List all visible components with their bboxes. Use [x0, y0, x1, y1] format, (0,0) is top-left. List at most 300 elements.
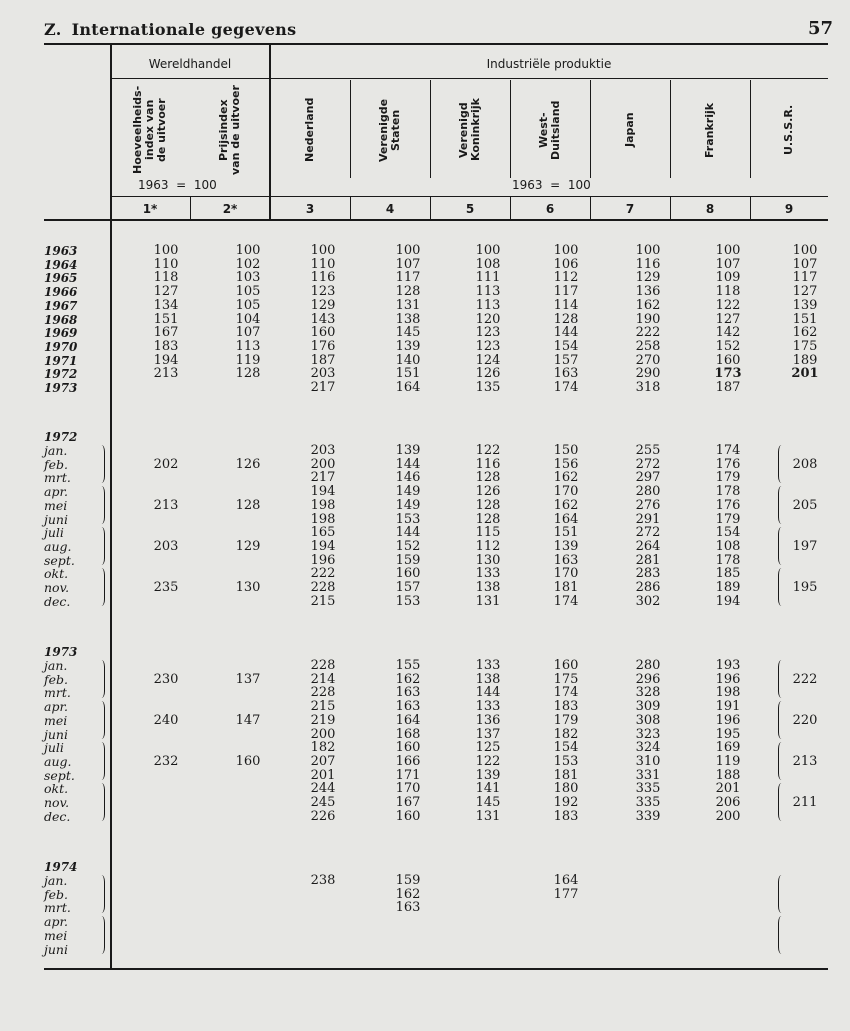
- table-cell: 118: [153, 270, 179, 286]
- table-cell: 162: [395, 886, 421, 902]
- table-cell: 163: [395, 699, 421, 715]
- quarter-brace: [98, 742, 105, 780]
- table-cell: 139: [553, 538, 579, 554]
- table-cell: 164: [553, 511, 579, 527]
- page-header: [44, 20, 296, 39]
- quarter-cell: 160: [235, 753, 261, 769]
- month-label: sept.: [44, 552, 75, 568]
- table-cell: 112: [553, 270, 579, 286]
- table-cell: 151: [553, 525, 579, 541]
- table-cell: 331: [635, 767, 661, 783]
- table-cell: 149: [395, 497, 421, 513]
- table-cell: 104: [235, 311, 261, 327]
- group-industrial-production: Industriële produktie: [486, 57, 612, 71]
- table-cell: 196: [715, 671, 741, 687]
- table-cell: 163: [395, 685, 421, 701]
- table-cell: 128: [475, 511, 501, 527]
- table-cell: 143: [310, 311, 336, 327]
- group-world-trade: Wereldhandel: [148, 57, 232, 71]
- table-cell: 170: [395, 781, 421, 797]
- table-cell: 310: [635, 753, 661, 769]
- table-cell: 119: [235, 352, 261, 368]
- table-cell: 127: [153, 284, 179, 300]
- table-cell: 141: [475, 781, 501, 797]
- table-cell: 128: [235, 366, 261, 382]
- year-label: 1971: [44, 353, 78, 368]
- table-cell: 122: [715, 297, 741, 313]
- table-cell: 217: [310, 470, 336, 486]
- table-cell: 117: [792, 270, 818, 286]
- table-cell: 140: [395, 352, 421, 368]
- year-label: 1972: [44, 430, 78, 444]
- table-cell: 163: [395, 900, 421, 916]
- table-cell: 133: [475, 658, 501, 673]
- quarter-cell: 195: [792, 580, 818, 595]
- table-cell: 123: [310, 284, 336, 300]
- table-cell: 151: [395, 366, 421, 382]
- table-cell: 189: [792, 352, 818, 368]
- table-cell: 107: [792, 256, 818, 272]
- table-cell: 116: [635, 256, 661, 272]
- table-cell: 137: [475, 726, 501, 742]
- column-header: Hoeveelheids- index van de uitvoer: [131, 85, 168, 175]
- table-cell: 226: [310, 808, 336, 824]
- table-cell: 162: [553, 497, 579, 513]
- table-cell: 195: [715, 726, 741, 742]
- page-number: 57: [808, 18, 834, 39]
- column-number: 3: [305, 202, 315, 216]
- quarter-brace: [98, 527, 105, 565]
- table-cell: 328: [635, 685, 661, 701]
- month-label: jan.: [44, 443, 68, 458]
- table-cell: 174: [553, 593, 579, 609]
- quarter-cell: 220: [792, 712, 818, 728]
- table-cell: 183: [553, 699, 579, 715]
- table-cell: 108: [475, 256, 501, 272]
- column-number: 4: [385, 202, 395, 216]
- top-rule: [44, 43, 828, 45]
- column-number: 6: [545, 202, 555, 216]
- table-cell: 174: [553, 685, 579, 701]
- table-cell: 100: [553, 243, 579, 258]
- table-cell: 258: [635, 338, 661, 354]
- quarter-cell: 205: [792, 497, 818, 513]
- table-cell: 206: [715, 795, 741, 810]
- table-cell: 190: [635, 311, 661, 327]
- table-cell: 138: [475, 580, 501, 595]
- table-cell: 144: [395, 525, 421, 541]
- table-cell: 203: [310, 443, 336, 458]
- table-cell: 198: [310, 497, 336, 513]
- table-cell: 162: [553, 470, 579, 486]
- table-cell: 196: [715, 712, 741, 728]
- table-cell: 126: [475, 484, 501, 500]
- table-cell: 214: [310, 671, 336, 687]
- table-cell: 281: [635, 552, 661, 568]
- table-cell: 203: [310, 366, 336, 382]
- year-label: 1973: [44, 645, 78, 659]
- table-cell: 142: [715, 325, 741, 341]
- table-cell: 110: [153, 256, 179, 272]
- column-header: Prijsindex van de uitvoer: [217, 85, 242, 175]
- table-cell: 100: [310, 243, 336, 258]
- table-cell: 181: [553, 580, 579, 595]
- table-cell: 162: [792, 325, 818, 341]
- table-cell: 155: [395, 658, 421, 673]
- table-cell: 145: [395, 325, 421, 341]
- table-cell: 128: [395, 284, 421, 300]
- month-label: sept.: [44, 767, 75, 783]
- table-cell: 116: [475, 456, 501, 472]
- table-cell: 160: [310, 325, 336, 341]
- quarter-cell: 128: [235, 497, 261, 513]
- table-cell: 200: [310, 456, 336, 472]
- table-cell: 176: [310, 338, 336, 354]
- quarter-cell: 137: [235, 671, 261, 687]
- quarter-brace: [98, 701, 105, 739]
- table-cell: 160: [395, 808, 421, 824]
- month-label: feb.: [44, 886, 68, 902]
- table-cell: 318: [635, 380, 661, 395]
- table-cell: 238: [310, 873, 336, 888]
- table-cell: 151: [153, 311, 179, 327]
- month-label: juli: [44, 740, 64, 756]
- table-cell: 136: [635, 284, 661, 300]
- baseline-industrial: 1963 = 100: [512, 178, 591, 192]
- table-cell: 126: [475, 366, 501, 382]
- table-cell: 296: [635, 671, 661, 687]
- table-cell: 198: [715, 685, 741, 701]
- table-cell: 324: [635, 740, 661, 756]
- table-cell: 297: [635, 470, 661, 486]
- quarter-cell: 222: [792, 671, 818, 687]
- table-cell: 182: [553, 726, 579, 742]
- table-cell: 125: [475, 740, 501, 756]
- quarter-brace: [98, 568, 105, 606]
- table-cell: 191: [715, 699, 741, 715]
- table-cell: 164: [395, 380, 421, 395]
- table-cell: 109: [715, 270, 741, 286]
- table-cell: 196: [310, 552, 336, 568]
- year-label: 1972: [44, 367, 78, 382]
- table-cell: 302: [635, 593, 661, 609]
- quarter-brace: [98, 875, 105, 913]
- column-header: Japan: [623, 112, 636, 148]
- month-label: aug.: [44, 753, 72, 769]
- table-cell: 255: [635, 443, 661, 458]
- table-cell: 194: [310, 484, 336, 500]
- table-cell: 194: [310, 538, 336, 554]
- table-cell: 272: [635, 525, 661, 541]
- month-label: okt.: [44, 781, 69, 797]
- month-label: feb.: [44, 671, 68, 687]
- quarter-cell: 213: [153, 497, 179, 513]
- table-cell: 144: [475, 685, 501, 701]
- table-cell: 176: [715, 456, 741, 472]
- table-cell: 117: [553, 284, 579, 300]
- table-cell: 335: [635, 781, 661, 797]
- table-cell: 165: [310, 525, 336, 541]
- table-cell: 164: [553, 873, 579, 888]
- year-label: 1967: [44, 298, 78, 313]
- table-cell: 108: [715, 538, 741, 554]
- table-cell: 180: [553, 781, 579, 797]
- table-cell: 168: [395, 726, 421, 742]
- month-label: feb.: [44, 456, 68, 472]
- column-header: Verenigde Staten: [377, 98, 402, 162]
- table-cell: 113: [475, 297, 501, 313]
- month-label: apr.: [44, 484, 69, 500]
- quarter-cell: 235: [153, 580, 179, 595]
- quarter-cell: 130: [235, 580, 261, 595]
- table-cell: 162: [635, 297, 661, 313]
- table-cell: 154: [553, 740, 579, 756]
- table-cell: 159: [395, 552, 421, 568]
- table-cell: 335: [635, 795, 661, 810]
- table-cell: 207: [310, 753, 336, 769]
- table-cell: 124: [475, 352, 501, 368]
- table-cell: 113: [475, 284, 501, 300]
- table-cell: 309: [635, 699, 661, 715]
- month-label: apr.: [44, 699, 69, 715]
- table-cell: 123: [475, 338, 501, 354]
- table-cell: 308: [635, 712, 661, 728]
- table-cell: 228: [310, 685, 336, 701]
- quarter-brace: [98, 486, 105, 524]
- table-cell: 179: [715, 470, 741, 486]
- table-cell: 167: [395, 795, 421, 810]
- table-cell: 122: [475, 443, 501, 458]
- table-cell: 159: [395, 873, 421, 888]
- column-header: Verenigd Koninkrijk: [457, 98, 482, 162]
- table-cell: 128: [475, 497, 501, 513]
- table-cell: 175: [792, 338, 818, 354]
- quarter-cell: 129: [235, 538, 261, 554]
- table-cell: 222: [635, 325, 661, 341]
- table-cell: 112: [475, 538, 501, 554]
- table-cell: 290: [635, 366, 661, 382]
- table-cell: 138: [475, 671, 501, 687]
- table-cell: 163: [553, 552, 579, 568]
- year-label: 1969: [44, 326, 78, 341]
- table-cell: 160: [395, 566, 421, 582]
- table-cell: 131: [475, 593, 501, 609]
- month-label: juni: [44, 726, 68, 742]
- table-cell: 100: [635, 243, 661, 258]
- column-number: 1*: [142, 202, 158, 216]
- quarter-cell: 203: [153, 538, 179, 554]
- table-cell: 123: [475, 325, 501, 341]
- month-label: dec.: [44, 808, 71, 824]
- group-rule: [110, 78, 828, 79]
- table-cell: 103: [235, 270, 261, 286]
- table-cell: 153: [553, 753, 579, 769]
- quarter-cell: 197: [792, 538, 818, 554]
- table-cell: 176: [715, 497, 741, 513]
- table-cell: 156: [553, 456, 579, 472]
- table-cell: 122: [475, 753, 501, 769]
- quarter-cell: 147: [235, 712, 261, 728]
- table-cell: 120: [475, 311, 501, 327]
- table-cell: 194: [153, 352, 179, 368]
- table-cell: 183: [553, 808, 579, 824]
- table-cell: 144: [553, 325, 579, 341]
- header-bottom-rule: [44, 219, 828, 221]
- month-label: mei: [44, 927, 68, 943]
- table-cell: 129: [635, 270, 661, 286]
- table-cell: 131: [475, 808, 501, 824]
- table-cell: 129: [310, 297, 336, 313]
- year-label: 1973: [44, 381, 78, 395]
- table-cell: 128: [475, 470, 501, 486]
- table-cell: 133: [475, 566, 501, 582]
- table-cell: 163: [553, 366, 579, 382]
- year-label: 1970: [44, 339, 78, 354]
- table-cell: 272: [635, 456, 661, 472]
- table-cell: 228: [310, 658, 336, 673]
- table-cell: 154: [553, 338, 579, 354]
- table-cell: 201: [310, 767, 336, 783]
- month-label: mrt.: [44, 900, 71, 916]
- table-cell: 215: [310, 699, 336, 715]
- table-cell: 222: [310, 566, 336, 582]
- table-cell: 171: [395, 767, 421, 783]
- table-cell: 100: [475, 243, 501, 258]
- table-cell: 117: [395, 270, 421, 286]
- month-label: mrt.: [44, 685, 71, 701]
- table-cell: 193: [715, 658, 741, 673]
- table-cell: 138: [395, 311, 421, 327]
- table-cell: 339: [635, 808, 661, 824]
- table-cell: 113: [235, 338, 261, 354]
- table-cell: 139: [395, 443, 421, 458]
- table-cell: 201: [715, 781, 741, 797]
- quarter-cell: 213: [792, 753, 818, 769]
- table-cell: 154: [715, 525, 741, 541]
- table-cell: 145: [475, 795, 501, 810]
- quarter-brace: [778, 916, 785, 954]
- table-cell: 173: [714, 366, 742, 382]
- table-cell: 170: [553, 566, 579, 582]
- table-cell: 105: [235, 297, 261, 313]
- table-cell: 200: [715, 808, 741, 824]
- table-cell: 219: [310, 712, 336, 728]
- table-cell: 144: [395, 456, 421, 472]
- table-cell: 164: [395, 712, 421, 728]
- quarter-brace: [98, 445, 105, 483]
- table-cell: 100: [715, 243, 741, 258]
- table-cell: 183: [153, 338, 179, 354]
- table-cell: 152: [395, 538, 421, 554]
- quarter-cell: 230: [153, 671, 179, 687]
- table-cell: 166: [395, 753, 421, 769]
- table-cell: 162: [395, 671, 421, 687]
- month-label: dec.: [44, 593, 71, 609]
- table-cell: 228: [310, 580, 336, 595]
- table-cell: 213: [153, 366, 179, 382]
- month-label: apr.: [44, 914, 69, 930]
- column-header: Nederland: [303, 97, 316, 163]
- table-cell: 323: [635, 726, 661, 742]
- table-cell: 187: [715, 380, 741, 395]
- table-cell: 280: [635, 484, 661, 500]
- table-cell: 105: [235, 284, 261, 300]
- year-label: 1964: [44, 257, 78, 272]
- column-header: West- Duitsland: [537, 100, 562, 160]
- table-cell: 127: [792, 284, 818, 300]
- table-cell: 146: [395, 470, 421, 486]
- table-cell: 178: [715, 552, 741, 568]
- table-cell: 100: [792, 243, 818, 258]
- table-cell: 175: [553, 671, 579, 687]
- table-cell: 114: [553, 297, 579, 313]
- table-cell: 291: [635, 511, 661, 527]
- table-cell: 245: [310, 795, 336, 810]
- table-cell: 215: [310, 593, 336, 609]
- quarter-brace: [98, 916, 105, 954]
- table-cell: 181: [553, 767, 579, 783]
- table-cell: 149: [395, 484, 421, 500]
- table-cell: 139: [395, 338, 421, 354]
- quarter-cell: 126: [235, 456, 261, 472]
- month-label: juni: [44, 941, 68, 957]
- table-cell: 286: [635, 580, 661, 595]
- section-letter: Z.: [44, 20, 62, 39]
- table-cell: 128: [553, 311, 579, 327]
- year-label: 1963: [44, 244, 78, 258]
- table-cell: 152: [715, 338, 741, 354]
- stub-rule: [110, 45, 112, 968]
- column-header: U.S.S.R.: [782, 104, 795, 156]
- column-number-rule-top: [110, 196, 828, 197]
- table-cell: 151: [792, 311, 818, 327]
- table-cell: 100: [153, 243, 179, 258]
- month-label: okt.: [44, 566, 69, 582]
- table-cell: 187: [310, 352, 336, 368]
- table-cell: 150: [553, 443, 579, 458]
- table-cell: 179: [715, 511, 741, 527]
- table-cell: 160: [553, 658, 579, 673]
- table-cell: 189: [715, 580, 741, 595]
- table-cell: 100: [395, 243, 421, 258]
- quarter-brace: [98, 783, 105, 821]
- table-cell: 174: [715, 443, 741, 458]
- table-cell: 174: [553, 380, 579, 395]
- year-label: 1974: [44, 860, 78, 874]
- quarter-cell: 211: [792, 795, 818, 810]
- table-cell: 110: [310, 256, 336, 272]
- column-number: 2*: [222, 202, 238, 216]
- quarter-brace: [98, 660, 105, 698]
- table-cell: 100: [235, 243, 261, 258]
- table-cell: 131: [395, 297, 421, 313]
- table-cell: 160: [395, 740, 421, 756]
- table-cell: 179: [553, 712, 579, 728]
- table-cell: 157: [395, 580, 421, 595]
- table-cell: 177: [553, 886, 579, 902]
- year-label: 1965: [44, 271, 78, 286]
- table-cell: 139: [475, 767, 501, 783]
- month-label: jan.: [44, 873, 68, 888]
- table-cell: 106: [553, 256, 579, 272]
- table-cell: 185: [715, 566, 741, 582]
- bottom-rule: [44, 968, 828, 970]
- quarter-cell: 232: [153, 753, 179, 769]
- table-cell: 167: [153, 325, 179, 341]
- month-label: nov.: [44, 795, 70, 810]
- table-cell: 134: [153, 297, 179, 313]
- table-cell: 153: [395, 511, 421, 527]
